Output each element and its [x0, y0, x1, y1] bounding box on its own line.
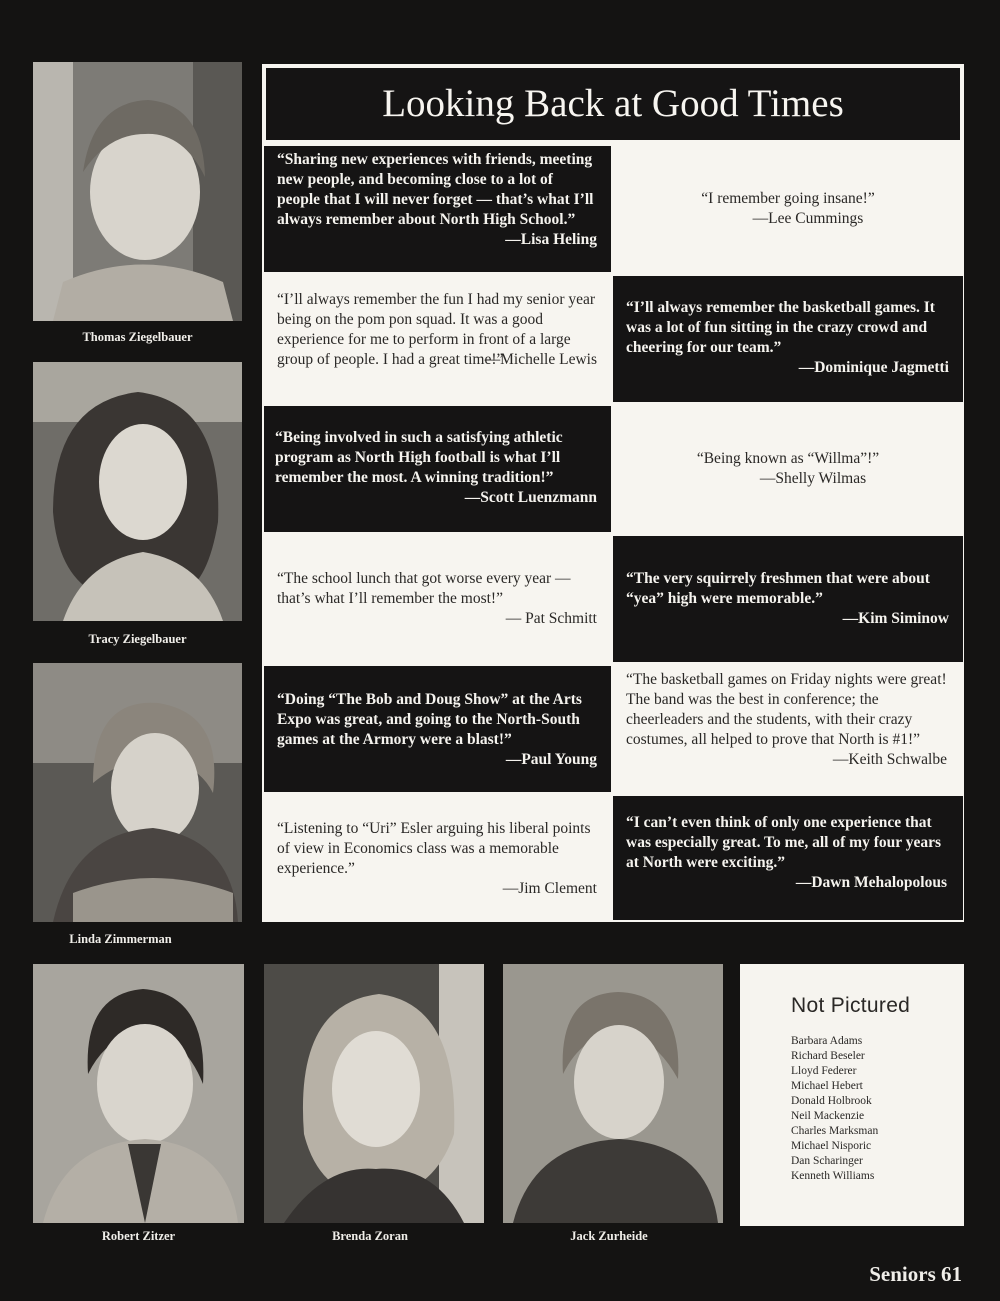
quote-text: “I’ll always remember the fun I had my senior year being on the pom pon squad. It was a good experience for me to perform in front of a large group of people. I had a great time!” — [277, 291, 596, 368]
portrait-caption: Linda Zimmerman — [69, 932, 172, 946]
quote-author: —Kim Siminow — [842, 610, 949, 627]
portrait-image — [33, 62, 242, 321]
portrait-image — [33, 362, 242, 621]
portrait-caption: Tracy Ziegelbauer — [88, 632, 187, 646]
list-item: Michael Nisporic — [791, 1140, 872, 1152]
quote-author: —Paul Young — [505, 751, 597, 768]
portrait-photo — [33, 964, 244, 1223]
portrait-image — [264, 964, 484, 1223]
not-pictured-box — [740, 964, 964, 1226]
quote-author: —Scott Luenzmann — [464, 489, 597, 506]
quote-author: —Lisa Heling — [505, 231, 597, 248]
page-footer: Seniors 61 — [869, 1262, 962, 1286]
portrait-photo — [33, 362, 242, 621]
list-item: Michael Hebert — [791, 1080, 863, 1092]
quote-author: — Pat Schmitt — [505, 610, 597, 627]
quote-text: “Being involved in such a satisfying athletic program as North High football is what I’ll remember the most. A winning tradition!” — [275, 429, 563, 486]
list-item: Donald Holbrook — [791, 1095, 872, 1107]
quote-card — [613, 666, 963, 792]
quote-card — [613, 146, 963, 272]
portrait-photo — [33, 663, 242, 922]
portrait-caption: Jack Zurheide — [570, 1229, 648, 1243]
not-pictured-list — [791, 1034, 964, 1184]
quote-card — [613, 536, 963, 662]
quote-author: —Dawn Mehalopolous — [795, 874, 947, 891]
quote-card — [264, 536, 611, 662]
quote-text: “Listening to “Uri” Esler arguing his liberal points of view in Economics class was a memorable experience.” — [277, 820, 591, 877]
quote-card — [264, 666, 611, 792]
portrait-photo — [264, 964, 484, 1223]
list-item: Lloyd Federer — [791, 1065, 857, 1077]
quote-card — [264, 406, 611, 532]
quote-text: “Being known as “Willma”!” — [696, 450, 880, 467]
quote-card — [613, 406, 963, 532]
quote-author: —Jim Clement — [502, 880, 597, 897]
portrait-image — [33, 663, 242, 922]
list-item: Charles Marksman — [791, 1125, 879, 1137]
quote-text: “I’ll always remember the basketball games. It was a lot of fun sitting in the crazy crowd and cheering for our team.” — [626, 299, 935, 356]
quote-text: “The school lunch that got worse every year — that’s what I’ll remember the most!” — [277, 570, 571, 607]
portrait-image — [33, 964, 244, 1223]
portrait-photo — [33, 62, 242, 321]
quote-text: “The very squirrely freshmen that were about “yea” high were memorable.” — [626, 570, 930, 607]
quote-text: “I can’t even think of only one experience that was especially great. To me, all of my four years at North were exciting.” — [626, 814, 941, 871]
portrait-image — [503, 964, 723, 1223]
portrait-caption: Brenda Zoran — [332, 1229, 408, 1243]
not-pictured-title: Not Pictured — [791, 994, 911, 1017]
quote-card — [264, 146, 611, 272]
portrait-photo — [503, 964, 723, 1223]
quote-author: —Lee Cummings — [752, 210, 864, 227]
quote-author: —Dominique Jagmetti — [798, 359, 949, 376]
quote-text: “Sharing new experiences with friends, meeting new people, and becoming close to a lot of people that I will never forget — that’s what I’ll always remember about North High School.” — [277, 151, 594, 228]
quote-author: —Shelly Wilmas — [759, 470, 867, 487]
portrait-caption: Robert Zitzer — [101, 1229, 176, 1243]
list-item: Kenneth Williams — [791, 1170, 875, 1182]
quote-card — [264, 796, 611, 920]
quote-author: —Keith Schwalbe — [832, 751, 947, 768]
list-item: Neil Mackenzie — [791, 1110, 865, 1122]
quote-text: “I remember going insane!” — [701, 190, 875, 207]
quote-author: —Michelle Lewis — [484, 351, 597, 368]
quote-text: “Doing “The Bob and Doug Show” at the Arts Expo was great, and going to the North-South games at the Armory were a blast!” — [277, 691, 582, 748]
quote-card — [264, 276, 611, 402]
quote-card — [613, 276, 963, 402]
list-item: Barbara Adams — [791, 1035, 863, 1047]
list-item: Dan Scharinger — [791, 1155, 863, 1167]
page-title: Looking Back at Good Times — [264, 66, 962, 142]
list-item: Richard Beseler — [791, 1050, 865, 1062]
quote-card — [613, 796, 963, 920]
portrait-caption: Thomas Ziegelbauer — [82, 330, 193, 344]
quote-text: “The basketball games on Friday nights were great! The band was the best in conference; the cheerleaders and the students, with their crazy costumes, all helped to prove that North is #1!” — [626, 671, 947, 748]
